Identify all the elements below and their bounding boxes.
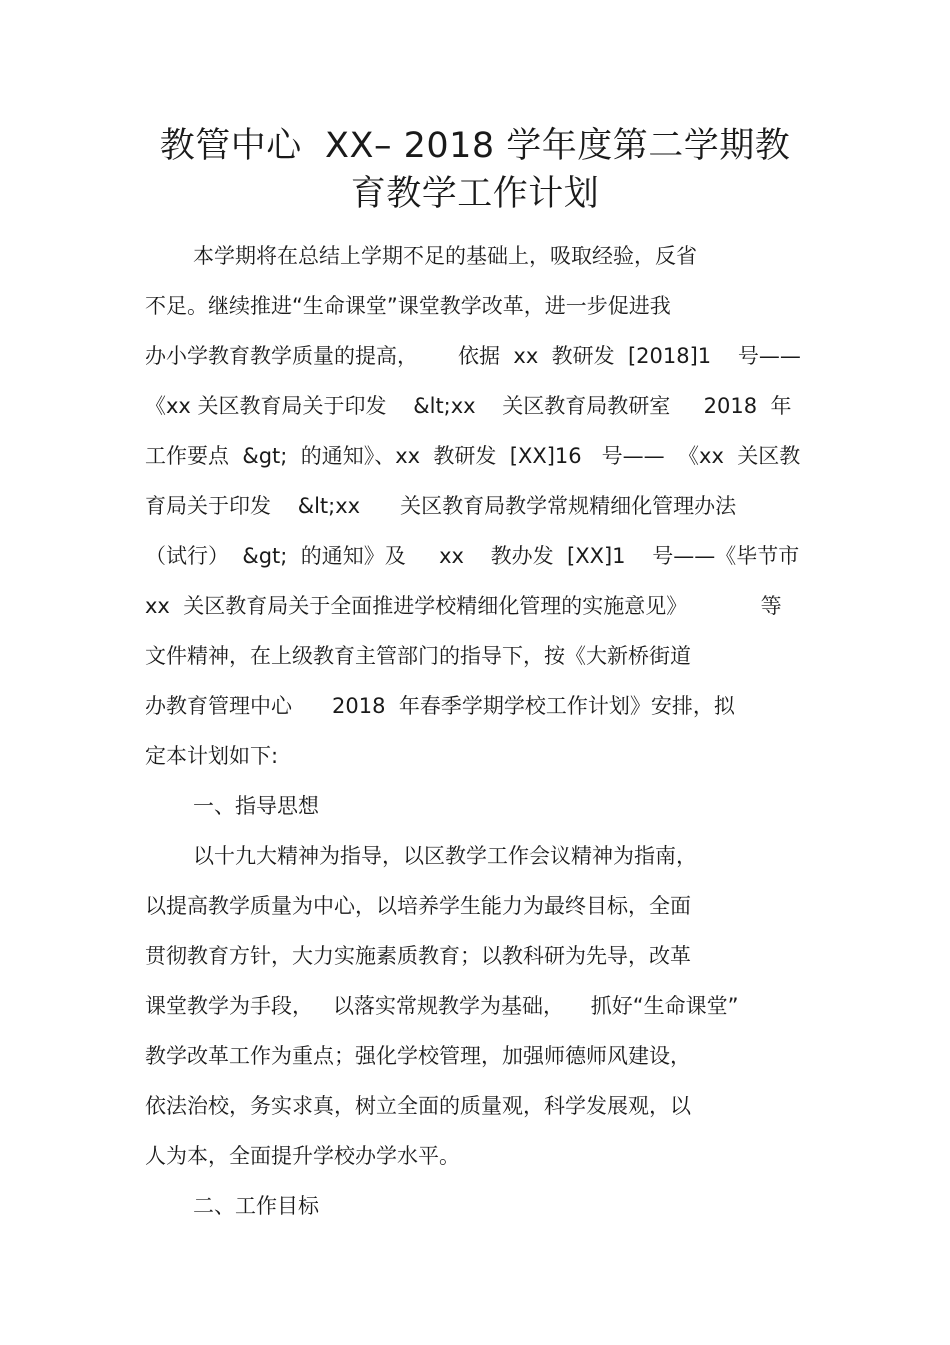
- paragraph-2-line-2: 以提高教学质量为中心，以培养学生能力为最终目标，全面: [145, 894, 691, 918]
- paragraph-1-line-2: 不足。继续推进“生命课堂”课堂教学改革，进一步促进我: [145, 294, 671, 318]
- paragraph-1-line-8: xx 关区教育局关于全面推进学校精细化管理的实施意见》 等: [145, 594, 782, 618]
- paragraph-2-line-4: 课堂教学为手段， 以落实常规教学为基础， 抓好“生命课堂”: [145, 994, 739, 1018]
- document-title-line-1: 教管中心 XX– 2018 学年度第二学期教: [159, 126, 791, 166]
- paragraph-2-line-6: 依法治校，务实求真，树立全面的质量观，科学发展观，以: [145, 1094, 691, 1118]
- paragraph-1-line-10: 办教育管理中心 2018 年春季学期学校工作计划》安排，拟: [145, 694, 735, 718]
- paragraph-2-line-3: 贯彻教育方针，大力实施素质教育；以教科研为先导，改革: [145, 944, 691, 968]
- paragraph-2-line-1: 以十九大精神为指导，以区教学工作会议精神为指南，: [193, 844, 697, 868]
- paragraph-1-line-4: 《xx 关区教育局关于印发 &lt;xx 关区教育局教研室 2018 年: [145, 394, 792, 418]
- section-heading-work-goals: 二、工作目标: [193, 1194, 319, 1218]
- paragraph-2-line-5: 教学改革工作为重点；强化学校管理，加强师德师风建设，: [145, 1044, 691, 1068]
- paragraph-1-line-3: 办小学教育教学质量的提高， 依据 xx 教研发 [2018]1 号——: [145, 344, 801, 368]
- paragraph-1-line-1: 本学期将在总结上学期不足的基础上，吸取经验，反省: [193, 244, 697, 268]
- paragraph-1-line-5: 工作要点 &gt; 的通知》、xx 教研发 [XX]16 号—— 《xx 关区教: [145, 444, 801, 468]
- document-title-line-2: 育教学工作计划: [350, 174, 600, 214]
- paragraph-1-line-7: （试行） &gt; 的通知》及 xx 教办发 [XX]1 号——《毕节市: [145, 544, 800, 568]
- paragraph-1-line-9: 文件精神，在上级教育主管部门的指导下，按《大新桥街道: [145, 644, 691, 668]
- section-heading-guiding-ideology: 一、指导思想: [193, 794, 319, 818]
- paragraph-2-line-7: 人为本，全面提升学校办学水平。: [145, 1144, 460, 1168]
- paragraph-1-line-11: 定本计划如下:: [145, 744, 279, 768]
- paragraph-1-line-6: 育局关于印发 &lt;xx 关区教育局教学常规精细化管理办法: [145, 494, 737, 518]
